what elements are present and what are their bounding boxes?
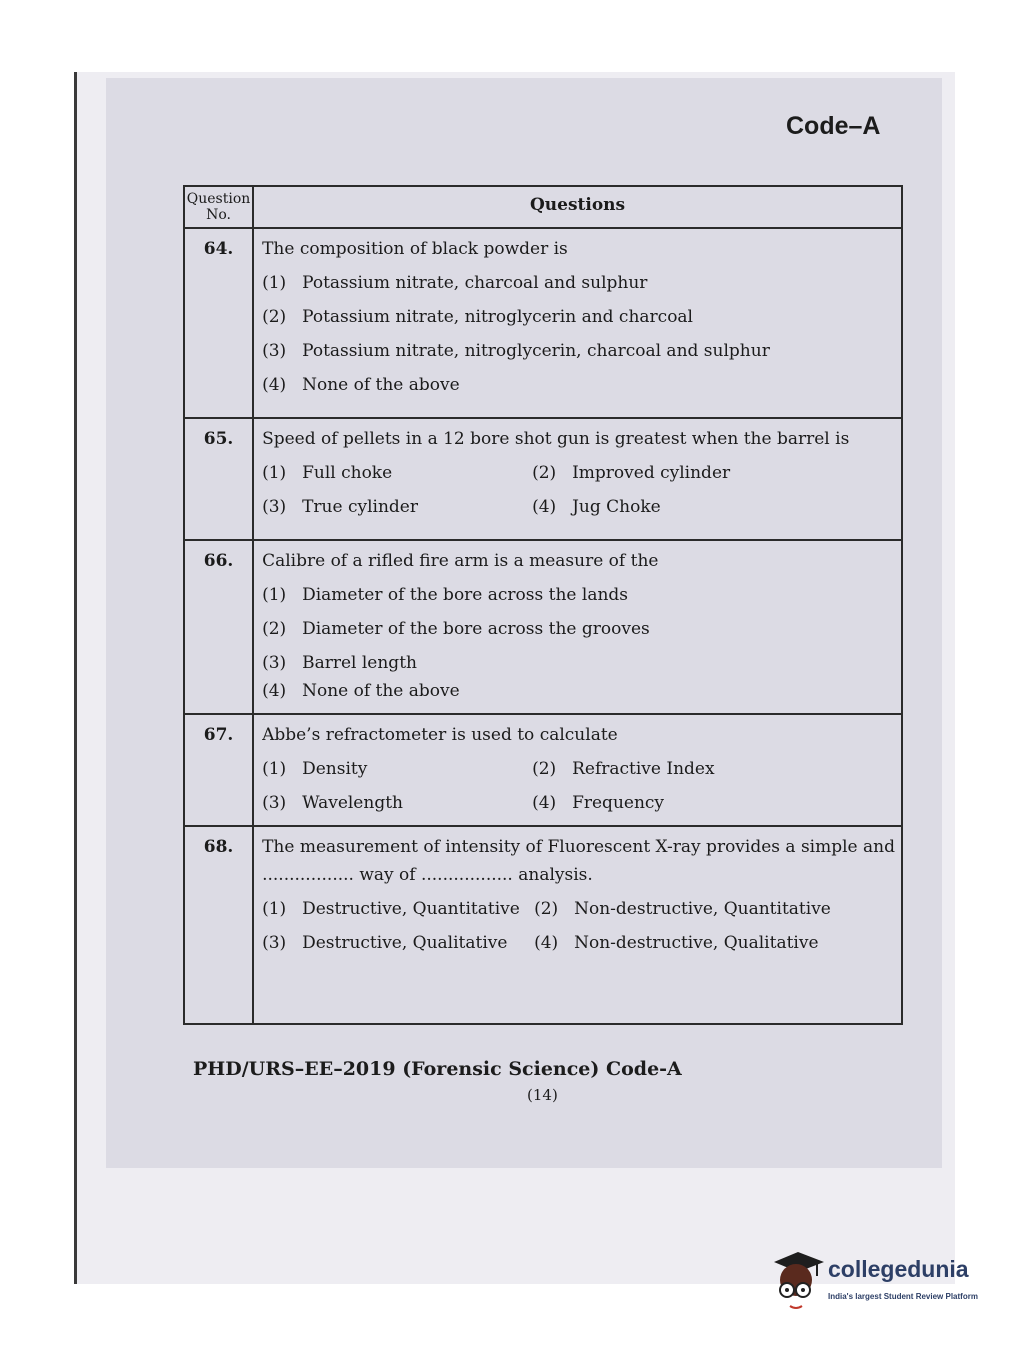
table-row [184,826,902,1024]
paper-code: Code–A [786,112,881,140]
option: (2) Diameter of the bore across the grooves [262,619,650,639]
option: (1) Potassium nitrate, charcoal and sulphur [262,273,648,293]
question-body [253,714,902,826]
question-number: 68. [184,826,253,1024]
table-row [184,228,902,418]
collegedunia-logo [770,1250,1000,1320]
mascot-icon [770,1250,826,1312]
option: (3) Potassium nitrate, nitroglycerin, charcoal and sulphur [262,341,770,361]
paper-footer-title: PHD/URS–EE–2019 (Forensic Science) Code-A [193,1058,682,1080]
logo-wordmark: collegedunia [828,1256,969,1282]
option: (4) Non-destructive, Qualitative [534,933,819,953]
option: (1) Diameter of the bore across the lands [262,585,629,605]
option: (1) Full choke [262,463,393,483]
option: (3) Barrel length [262,653,417,673]
question-number: 67. [184,714,253,826]
table-row [184,418,902,540]
logo-tagline: India's largest Student Review Platform [828,1292,978,1301]
question-body [253,540,902,714]
option: (4) None of the above [262,375,460,395]
question-table [183,185,903,1025]
question-body [253,418,902,540]
question-stem: The composition of black powder is [262,239,568,259]
option: (3) Destructive, Qualitative [262,933,508,953]
question-body [253,826,902,1024]
option: (1) Density [262,759,368,779]
table-row [184,540,902,714]
question-number: 64. [184,228,253,418]
option: (4) Frequency [532,793,665,813]
option: (2) Non-destructive, Quantitative [534,899,831,919]
question-body [253,228,902,418]
column-header-number: Question No. [184,186,253,228]
option: (3) True cylinder [262,497,418,517]
option: (2) Potassium nitrate, nitroglycerin and charcoal [262,307,693,327]
question-number: 65. [184,418,253,540]
option: (4) Jug Choke [532,497,661,517]
column-header-questions: Questions [253,186,902,228]
question-number: 66. [184,540,253,714]
option: (3) Wavelength [262,793,403,813]
option: (2) Refractive Index [532,759,715,779]
page-number: (14) [527,1086,558,1104]
table-row [184,714,902,826]
question-stem: Abbe’s refractometer is used to calculate [262,725,618,745]
option: (4) None of the above [262,681,460,701]
question-stem-line2: ................. way of ................. analysis. [262,865,593,885]
question-stem: Calibre of a rifled fire arm is a measure of the [262,551,659,571]
option: (2) Improved cylinder [532,463,731,483]
question-stem: Speed of pellets in a 12 bore shot gun is greatest when the barrel is [262,429,850,449]
option: (1) Destructive, Quantitative [262,899,520,919]
question-stem: The measurement of intensity of Fluorescent X-ray provides a simple and [262,837,895,857]
